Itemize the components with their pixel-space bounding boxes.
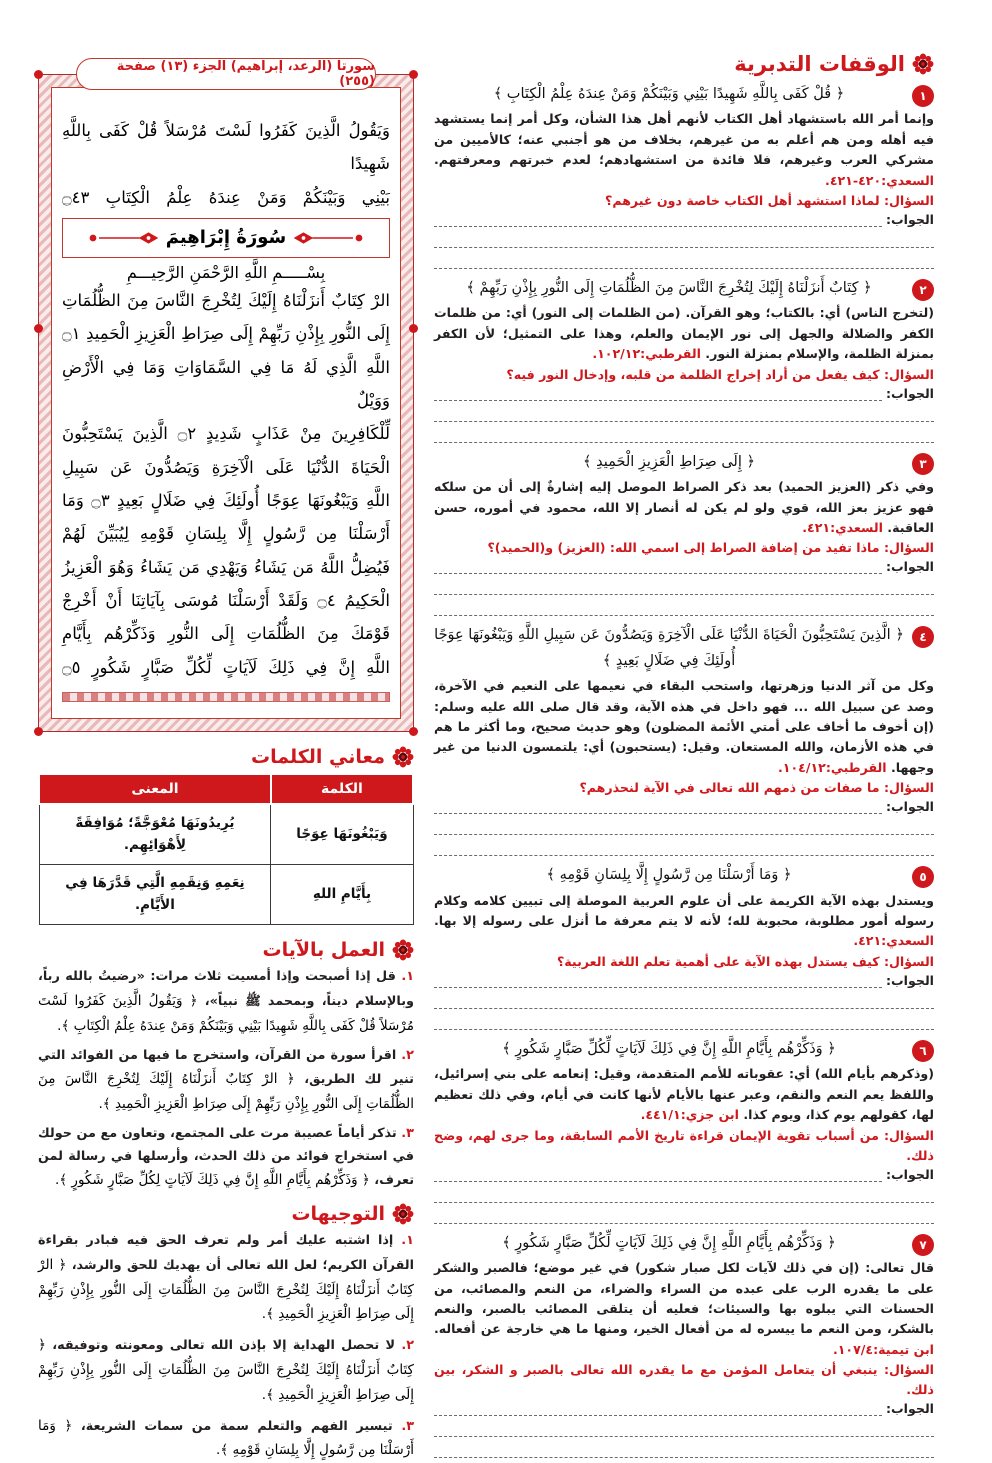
commentary-text (434, 477, 934, 538)
answer-blank-line (434, 1400, 882, 1416)
commentary-body: ويستدل بهذه الآية الكريمة على أن علوم العربية الموصلة إلى تبيين كلامه وكلام رسوله أمور مطلوبة، محبوبة لله؛ لأنه لا يتم معرفة ما أنزل على رسوله إلا بها. (434, 892, 934, 929)
table-body (39, 804, 413, 925)
list-item-quote: ﴿ الرْ كِتَابٌ أَنزَلْنَاهُ إِلَيْكَ لِتُخْرِجَ النَّاسَ مِنَ الظُّلُمَاتِ إِلَى النُّورِ بِإِذْنِ رَبِّهِمْ إِلَى صِرَاطِ الْعَزِيزِ الْحَمِيدِ ﴾. (38, 1071, 414, 1113)
ornament-dot (34, 324, 43, 333)
quran-line: إِلَى النُّورِ بِإِذْنِ رَبِّهِمْ إِلَى صِرَاطِ الْعَزِيزِ الْحَمِيدِ ۝١ (62, 324, 390, 344)
list-item-number: ١. (401, 1233, 414, 1249)
acting-section-header (38, 939, 414, 961)
commentary-text (434, 1064, 934, 1125)
word-meanings-table (38, 773, 414, 925)
quote-row (434, 1231, 934, 1256)
word-meanings-section-header (38, 746, 414, 768)
ayah-quote: ﴿ قُلْ كَفَى بِاللَّهِ شَهِيدًا بَيْنِي وَبَيْنَكُمْ وَمَنْ عِندَهُ عِلْمُ الْكِتَابِ ﴾ (493, 86, 845, 102)
source-reference: القرطبي:١٠٢/١٢. (592, 346, 701, 362)
question-text: السؤال: كيف يستدل بهذه الآية على أهمية تعلم اللغة العربية؟ (556, 953, 934, 969)
quran-line: بَيْنِي وَبَيْنَكُمْ وَمَنْ عِندَهُ عِلْمُ الْكِتَابِ ۝٤٣ (62, 187, 390, 207)
commentary-body: وإنما أمر الله باستشهاد أهل الكتاب لأنهم أهل هذا الشأن، وكل أمر إنما يستشهد فيه أهله ومن هم أعلم به من غيرهم، بخلاف من هو أجنبي عنه؛ كالأميين من مشركي العرب وغيرهم، فلا فائدة من استشهادهم؛ لعدم خبرتهم ومعرفتهم. (434, 111, 934, 168)
answer-blank-line (434, 972, 882, 988)
quote-row (434, 450, 934, 475)
tadabbur-item (434, 450, 934, 617)
ornament-dot (34, 70, 43, 79)
acting-list-item (38, 1045, 414, 1117)
ornament-dot (409, 727, 418, 736)
word-meanings-title: معاني الكلمات (250, 745, 385, 768)
commentary-body: (لتخرج الناس) أي: بالكتاب؛ وهو القرآن. (من الظلمات إلى النور) أي: من ظلمات الكفر والضلالة والجهل إلى نور الإيمان والعلم، وهذا على التمثيل؛ لأن الكفر بمنزلة الظلمة، والإسلام بمنزلة النور. (434, 305, 934, 362)
item-number-badge: ٢ (912, 279, 934, 301)
commentary-body: وفي ذكر (العزيز الحميد) بعد ذكر الصراط الموصل إليه إشارةٌ إلى أن من سلكه فهو عزيز بعز الله، قوي ولو لم يكن له أنصار إلا الله، محمود في أموره، حسن العاقبة. (434, 479, 934, 535)
tadabbur-item (434, 1037, 934, 1224)
list-item-number: ٣. (401, 1418, 414, 1434)
list-item-number: ٢. (401, 1047, 414, 1063)
word-cell: وَيَبْغُونَهَا عِوَجًا (271, 804, 413, 865)
source-reference: ابن تيمية:١٠٧/٤. (832, 1341, 934, 1357)
ayah-quote: ﴿ إِلَى صِرَاطِ الْعَزِيزِ الْحَمِيدِ ﴾ (583, 453, 755, 470)
table-row (39, 804, 413, 865)
mushaf-page (38, 59, 414, 732)
source-reference: ابن جزي:٤٤١/١. (640, 1107, 739, 1123)
quran-line: قَوْمَكَ مِنَ الظُّلُمَاتِ إِلَى النُّورِ وَذَكِّرْهُم بِأَيَّامِ (62, 624, 390, 644)
rosette-icon (912, 53, 934, 75)
answer-blank-line (434, 211, 882, 227)
tadabbur-item (434, 1231, 934, 1459)
answer-label: الجواب: (885, 1401, 934, 1417)
ornament-dot (409, 324, 418, 333)
tadabbur-title: الوقفات التدبرية (734, 52, 905, 76)
answer-blank-line (434, 814, 934, 835)
word-cell: بِأَيَّامِ اللهِ (271, 865, 413, 925)
list-item-quote: ﴿ كِتَابٌ أَنزَلْنَاهُ إِلَيْكَ لِتُخْرِجَ النَّاسَ مِنَ الظُّلُمَاتِ إِلَى النُّورِ بِإِذْنِ رَبِّهِمْ إِلَى صِرَاطِ الْعَزِيزِ الْحَمِيدِ ﴾. (38, 1337, 414, 1403)
meaning-cell: نِعَمِهِ وَنِقَمِهِ الَّتِي قَدَّرَهَا فِي الأَيَّامِ. (39, 865, 271, 925)
quran-line: اللَّهِ إِنَّ فِي ذَلِكَ لَآيَاتٍ لِّكُلِّ صَبَّارٍ شَكُورٍ ۝٥ (62, 657, 390, 677)
source-reference: السعدي:٤٢١. (802, 519, 883, 535)
item-number-badge: ١ (912, 85, 934, 107)
mushaf-lines-bottom (62, 284, 390, 684)
answer-blank-line (434, 401, 934, 422)
quran-line: الْحَيَاةَ الدُّنْيَا عَلَى الْآخِرَةِ وَيَصُدُّونَ عَن سَبِيلِ (62, 457, 390, 477)
acting-list-item (38, 966, 414, 1038)
answer-blank-line (434, 385, 882, 401)
answer-row (434, 558, 934, 574)
commentary-text (434, 1258, 934, 1360)
ornament-dot (409, 70, 418, 79)
item-number-badge: ٧ (912, 1234, 934, 1256)
quran-line: فَيُضِلُّ اللَّهُ مَن يَشَاءُ وَيَهْدِي مَن يَشَاءُ وَهُوَ الْعَزِيزُ (62, 557, 390, 577)
guidance-section-header (38, 1203, 414, 1225)
quran-line: اللَّهِ وَيَبْغُونَهَا عِوَجًا أُولَئِكَ فِي ضَلَالٍ بَعِيدٍ ۝٣ وَمَا (62, 490, 390, 510)
quote-row (434, 82, 934, 107)
flourish-ornament-icon (69, 229, 159, 247)
source-reference: القرطبي:١٠٤/١٢. (777, 759, 887, 775)
column-header-word: الكلمة (271, 774, 413, 804)
item-number-badge: ٣ (912, 453, 934, 475)
ayah-quote: ﴿ وَذَكِّرْهُم بِأَيَّامِ اللَّهِ إِنَّ فِي ذَلِكَ لَآيَاتٍ لِّكُلِّ صَبَّارٍ شَكُورٍ ﴾ (502, 1234, 836, 1251)
quran-line: اللَّهِ الَّذِي لَهُ مَا فِي السَّمَاوَاتِ وَمَا فِي الْأَرْضِ وَوَيْلٌ (62, 357, 390, 410)
rosette-icon (392, 1203, 414, 1225)
answer-blank-line (434, 1203, 934, 1224)
quran-line: لِّلْكَافِرِينَ مِنْ عَذَابٍ شَدِيدٍ ۝٢ الَّذِينَ يَسْتَحِبُّونَ (62, 424, 390, 444)
quran-line: الرْ كِتَابٌ أَنزَلْنَاهُ إِلَيْكَ لِتُخْرِجَ النَّاسَ مِنَ الظُّلُمَاتِ (62, 290, 390, 310)
rosette-icon (392, 746, 414, 768)
rosette-icon (392, 939, 414, 961)
tadabbur-item (434, 863, 934, 1030)
item-number-badge: ٥ (912, 866, 934, 888)
answer-blank-line (434, 1166, 882, 1182)
commentary-body: (وذكرهم بأيام الله) أي: عقوباته للأمم المتقدمة، وقيل: إنعامه على بني إسرائيل، واللفظ يعم النعم والنقم، وعبر عنها بالأيام لأنها كانت في أيام، وفي ذلك تعظيم لها، كقولهم يوم كذا، ويوم كذا. (434, 1066, 934, 1123)
answer-row (434, 798, 934, 814)
question-text: السؤال: لماذا استشهد أهل الكتاب خاصة دون غيرهم؟ (605, 192, 934, 208)
quran-line: وَيَقُولُ الَّذِينَ كَفَرُوا لَسْتَ مُرْسَلاً قُلْ كَفَى بِاللَّهِ شَهِيدًا (62, 121, 390, 174)
commentary-text (434, 891, 934, 952)
list-item-number: ١. (401, 969, 415, 985)
mushaf-bottom-ornament (62, 692, 390, 702)
question-text: السؤال: من أسباب تقوية الإيمان قراءة تاريخ الأمم السابقة، وما جرى لهم، وضح ذلك. (434, 1127, 934, 1163)
commentary-body: قال تعالى: (إن في ذلك لآيات لكل صبار شكور) في غير موضع؛ فالصبر والشكر على ما يقدره الرب على عبده من السراء والضراء، من النعم والمصائب، من الحسنات التي يبلوه بها والسيئات؛ فعليه أن يتلقى المصائب بالصبر، والنعم بالشكر، ومن النعم ما ييسره له من أفعال الخير، ومنها ما هي خارجة عن أفعاله. (434, 1260, 934, 1337)
quote-row (434, 863, 934, 888)
answer-label: الجواب: (885, 559, 934, 575)
answer-blank-line (434, 595, 934, 616)
answer-blank-line (434, 1416, 934, 1437)
guidance-list-item (38, 1230, 414, 1327)
list-item-number: ٣. (401, 1125, 414, 1141)
left-column (38, 52, 415, 1459)
acting-title: العمل بالآيات (262, 939, 385, 962)
quran-line: الْحَكِيمُ ۝٤ وَلَقَدْ أَرْسَلْنَا مُوسَى بِآيَاتِنَا أَنْ أَخْرِجْ (62, 590, 390, 610)
tadabbur-item (434, 623, 934, 856)
answer-blank-line (434, 422, 934, 443)
mushaf-text-area (51, 87, 401, 719)
column-header-meaning: المعنى (39, 774, 271, 804)
quran-line: أَرْسَلْنَا مِن رَّسُولٍ إِلَّا بِلِسَانِ قَوْمِهِ لِيُبَيِّنَ لَهُمْ (62, 524, 390, 544)
answer-blank-line (434, 835, 934, 856)
basmala: بِسْـــــمِ اللَّهِ الرَّحْمَنِ الرَّحِيـــمِ (126, 262, 326, 282)
answer-blank-line (434, 1009, 934, 1030)
acting-list-item (38, 1123, 414, 1193)
ayah-quote: ﴿ الَّذِينَ يَسْتَحِبُّونَ الْحَيَاةَ الدُّنْيَا عَلَى الْآخِرَةِ وَيَصُدُّونَ عَن سَبِيلِ اللَّهِ وَيَبْغُونَهَا عِوَجًا أُولَئِكَ فِي ضَلَالٍ بَعِيدٍ ﴾ (434, 627, 904, 669)
answer-label: الجواب: (885, 972, 934, 988)
answer-label: الجواب: (885, 1166, 934, 1182)
list-item-text: إذا اشتبه عليك أمر ولم تعرف الحق فيه فبادر بقراءة القرآن الكريم؛ لعل الله تعالى أن يهديك للحق والرشد، (38, 1233, 414, 1273)
answer-blank-line (434, 1182, 934, 1203)
question-text: السؤال: ما صفات من ذمهم الله تعالى في الآية لنحذرهم؟ (579, 780, 934, 796)
answer-blank-line (434, 248, 934, 269)
list-item-quote: ﴿ الرْ كِتَابٌ أَنزَلْنَاهُ إِلَيْكَ لِتُخْرِجَ النَّاسَ مِنَ الظُّلُمَاتِ إِلَى النُّورِ بِإِذْنِ رَبِّهِمْ إِلَى صِرَاطِ الْعَزِيزِ الْحَمِيدِ ﴾. (38, 1256, 414, 1323)
guidance-list-item (38, 1333, 414, 1407)
ayah-quote: ﴿ وَذَكِّرْهُم بِأَيَّامِ اللَّهِ إِنَّ فِي ذَلِكَ لَآيَاتٍ لِّكُلِّ صَبَّارٍ شَكُورٍ ﴾ (502, 1040, 836, 1057)
flourish-ornament-icon (293, 229, 383, 247)
list-item-quote: ﴿ وَمَا أَرْسَلْنَا مِن رَّسُولٍ إِلَّا بِلِسَانِ قَوْمِهِ ﴾. (38, 1417, 414, 1459)
question-text: السؤال: ينبغي أن يتعامل المؤمن مع ما يقدره الله تعالى بالصبر و الشكر، بين ذلك. (434, 1362, 934, 1398)
quote-row (434, 623, 934, 674)
answer-label: الجواب: (885, 385, 934, 401)
list-item-text: اقرأ سورة من القرآن، واستخرج ما فيها من الفوائد التي تنير لك الطريق، (38, 1047, 414, 1088)
list-item-quote: ﴿ وَيَقُولُ الَّذِينَ كَفَرُوا لَسْتَ مُرْسَلاً قُلْ كَفَى بِاللَّهِ شَهِيدًا بَيْنِي وَبَيْنَكُمْ وَمَنْ عِندَهُ عِلْمُ الْكِتَابِ ﴾. (38, 993, 414, 1034)
list-item-text: قل إذا أصبحت وإذا أمسيت ثلاث مرات: «رضيتُ بالله رباً، وبالإسلام ديناً، وبمحمد ﷺ نبياً»، (38, 969, 414, 1010)
list-item-number: ٢. (401, 1338, 414, 1354)
item-number-badge: ٤ (912, 626, 934, 648)
answer-blank-line (434, 558, 882, 574)
tadabbur-list (434, 82, 934, 1458)
list-item-quote: ﴿ وَذَكِّرْهُم بِأَيَّامِ اللَّهِ إِنَّ فِي ذَلِكَ لَآيَاتٍ لِكُلِّ صَبَّارٍ شَكُورٍ ﴾. (54, 1172, 370, 1189)
list-item-text: لا تحصل الهداية إلا بإذن الله تعالى ومعونته وتوفيقه، (52, 1338, 396, 1354)
quote-row (434, 1037, 934, 1062)
mushaf-lines-top (62, 114, 390, 214)
tadabbur-item (434, 82, 934, 269)
commentary-text (434, 109, 934, 191)
question-text: السؤال: ماذا تفيد من إضافة الصراط إلى اسمي الله: (العزيز) و(الحميد)؟ (487, 540, 934, 556)
guidance-list (38, 1230, 414, 1463)
guidance-list-item (38, 1414, 414, 1463)
table-row (39, 865, 413, 925)
mushaf-header-text: سورتا (الرعد، إبراهيم) الجزء (١٣) صفحة (٢٥٥) (116, 59, 375, 89)
answer-row (434, 385, 934, 401)
answer-label: الجواب: (885, 212, 934, 228)
acting-list (38, 966, 414, 1193)
ornament-dot (34, 727, 43, 736)
answer-blank-line (434, 227, 934, 248)
quote-row (434, 276, 934, 301)
source-reference: السعدي:٤٢١. (853, 933, 934, 949)
table-header-row (39, 774, 413, 804)
answer-blank-line (434, 1437, 934, 1458)
answer-blank-line (434, 574, 934, 595)
answer-blank-line (434, 798, 882, 814)
answer-label: الجواب: (885, 799, 934, 815)
answer-blank-line (434, 988, 934, 1009)
question-text: السؤال: كيف يفعل من أراد إخراج الظلمة من قلبه، وإدخال النور فيه؟ (506, 366, 934, 382)
item-number-badge: ٦ (912, 1040, 934, 1062)
tadabbur-section-header (434, 52, 934, 76)
guidance-title: التوجيهات (291, 1203, 385, 1226)
commentary-text (434, 303, 934, 364)
list-item-text: تيسير الفهم والتعلم سمة من سمات الشريعة، (80, 1418, 393, 1434)
tadabbur-column (434, 52, 934, 1417)
commentary-text (434, 676, 934, 778)
mushaf-ornamental-border (38, 74, 414, 732)
tadabbur-item (434, 276, 934, 443)
mushaf-header-tab (76, 58, 376, 90)
answer-row (434, 1400, 934, 1416)
meaning-cell: يُرِيدُونَهَا مُعْوَجَّةً؛ مُوَافِقَةً لِأَهْوَائِهِم. (39, 804, 271, 865)
commentary-body: وكل من آثر الدنيا وزهرتها، واستحب البقاء في نعيمها على النعيم في الآخرة، وصد عن سبيل الله ... فهو داخل في هذه الآية، وقد قال صلى الله عليه وسلم: (إن أخوف ما أخاف على أمتي الأئمة المضلون) وهو حديث صحيح، وما أكثر ما هم في هذه الأزمان، والله المستعان. وقيل: (يستحبون) أي: يلتمسون الدنيا من غير وجهها. (434, 678, 934, 775)
surah-title-band (62, 218, 390, 258)
source-reference: السعدي:٤٢٠-٤٢١. (825, 172, 934, 188)
answer-row (434, 1166, 934, 1182)
list-item-text: تذكر أياماً عصيبة مرت على المجتمع، وتعاون مع من حولك في استخراج فوائد من ذلك الحدث، وأرسلها في رسالة لمن تعرف، (38, 1125, 414, 1189)
ayah-quote: ﴿ كِتَابٌ أَنزَلْنَاهُ إِلَيْكَ لِتُخْرِجَ النَّاسَ مِنَ الظُّلُمَاتِ إِلَى النُّورِ بِإِذْنِ رَبِّهِمْ ﴾ (466, 280, 872, 297)
surah-title: سُورَةُ إِبْرَاهِيمَ (165, 227, 287, 249)
ayah-quote: ﴿ وَمَا أَرْسَلْنَا مِن رَّسُولٍ إِلَّا بِلِسَانِ قَوْمِهِ ﴾ (546, 867, 792, 884)
answer-row (434, 211, 934, 227)
answer-row (434, 972, 934, 988)
